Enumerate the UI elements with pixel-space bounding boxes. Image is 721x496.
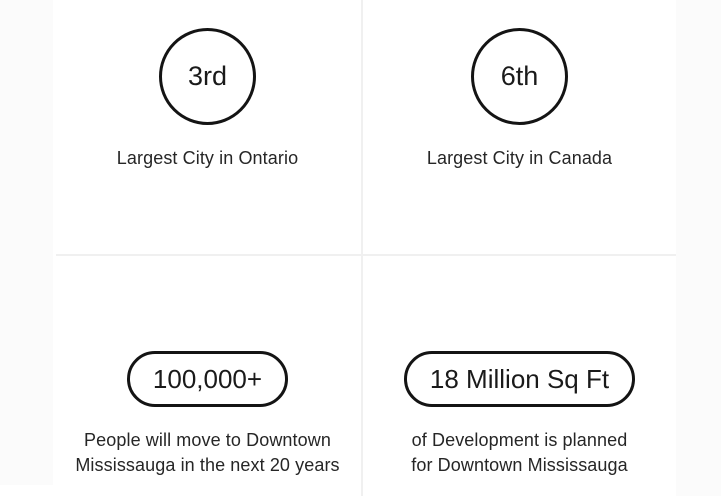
stat-badge-circle <box>471 28 568 125</box>
stat-caption-line: of Development is planned <box>411 430 628 450</box>
stat-badge-circle <box>159 28 256 125</box>
stat-caption <box>75 428 339 478</box>
stat-value: 18 Million Sq Ft <box>429 364 610 394</box>
stat-card-development <box>363 256 676 496</box>
stat-card-population-growth <box>53 256 362 496</box>
stat-card-ontario-rank <box>53 0 362 254</box>
stat-caption-line: Mississauga in the next 20 years <box>75 455 340 475</box>
stat-caption-line: Largest City in Ontario <box>116 148 299 168</box>
stat-caption-line: Largest City in Canada <box>426 148 613 168</box>
stat-caption <box>427 146 612 171</box>
stat-caption <box>411 428 627 478</box>
stat-value: 6th <box>500 61 539 91</box>
left-margin-strip <box>0 0 53 485</box>
stat-caption-line: for Downtown Mississauga <box>411 455 628 475</box>
stat-badge-pill <box>127 351 288 407</box>
stat-caption <box>117 146 298 171</box>
stat-badge-pill <box>404 351 635 407</box>
stat-card-canada-rank <box>363 0 676 254</box>
stat-value: 100,000+ <box>152 364 263 394</box>
stat-value: 3rd <box>187 61 228 91</box>
right-margin-strip <box>676 0 721 496</box>
stat-caption-line: People will move to Downtown <box>84 430 331 450</box>
